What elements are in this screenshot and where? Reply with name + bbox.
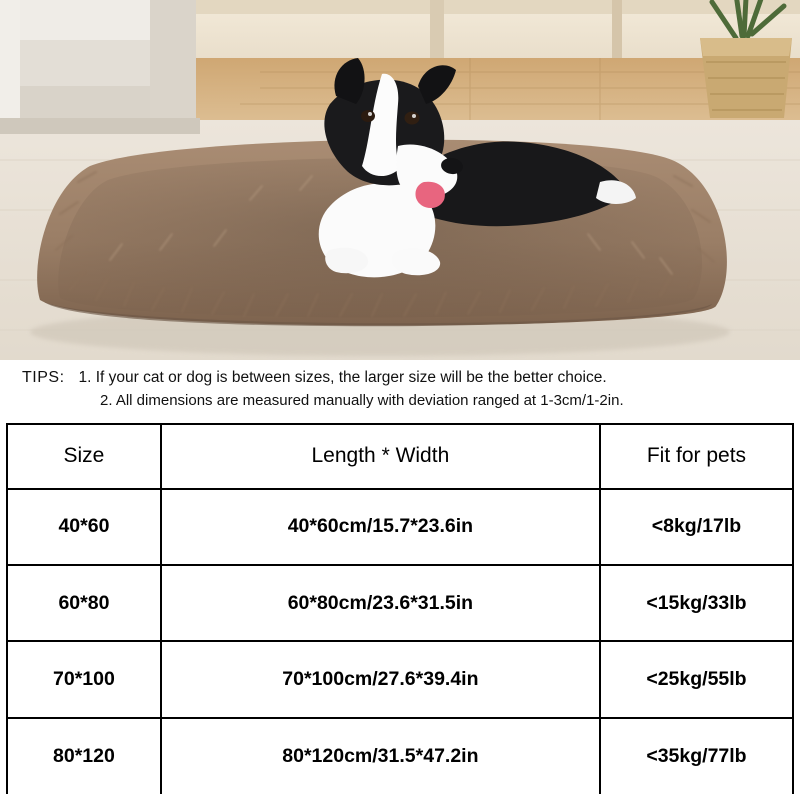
cell-fit: <8kg/17lb (600, 489, 792, 565)
tips-line-1 (22, 366, 792, 390)
table-row (8, 489, 792, 565)
cell-fit: <35kg/77lb (646, 744, 747, 767)
cell-size: 60*80 (8, 565, 161, 641)
table-row (8, 565, 792, 641)
size-table (8, 425, 792, 795)
product-photo-illustration (0, 0, 800, 360)
cell-fit: <15kg/33lb (600, 565, 792, 641)
tips-line-2 (22, 390, 792, 413)
table-row (8, 641, 792, 717)
tips-text-1: 1. If your cat or dog is between sizes, the larger size will be the better choice. (78, 369, 607, 386)
tips-section (0, 360, 800, 415)
header-size: Size (8, 425, 161, 489)
cell-dimensions: 70*100cm/27.6*39.4in (161, 641, 600, 717)
tips-label: TIPS: (22, 369, 65, 386)
cell-fit: <25kg/55lb (600, 641, 792, 717)
size-table-container (6, 423, 794, 795)
table-header-row (8, 425, 792, 489)
tips-text-2: 2. All dimensions are measured manually with deviation ranged at 1-3cm/1-2in. (100, 392, 624, 409)
sofa-illustration (0, 0, 200, 134)
header-fit-for-pets: Fit for pets (600, 425, 792, 489)
cell-size: 80*120 (8, 718, 161, 794)
cell-size: 40*60 (8, 489, 161, 565)
cell-dimensions: 40*60cm/15.7*23.6in (161, 489, 600, 565)
product-photo (0, 0, 800, 360)
cell-size: 70*100 (8, 641, 161, 717)
cell-dimensions: 60*80cm/23.6*31.5in (161, 565, 600, 641)
table-row (8, 718, 792, 794)
header-length-width: Length * Width (161, 425, 600, 489)
cell-dimensions: 80*120cm/31.5*47.2in (161, 718, 600, 794)
